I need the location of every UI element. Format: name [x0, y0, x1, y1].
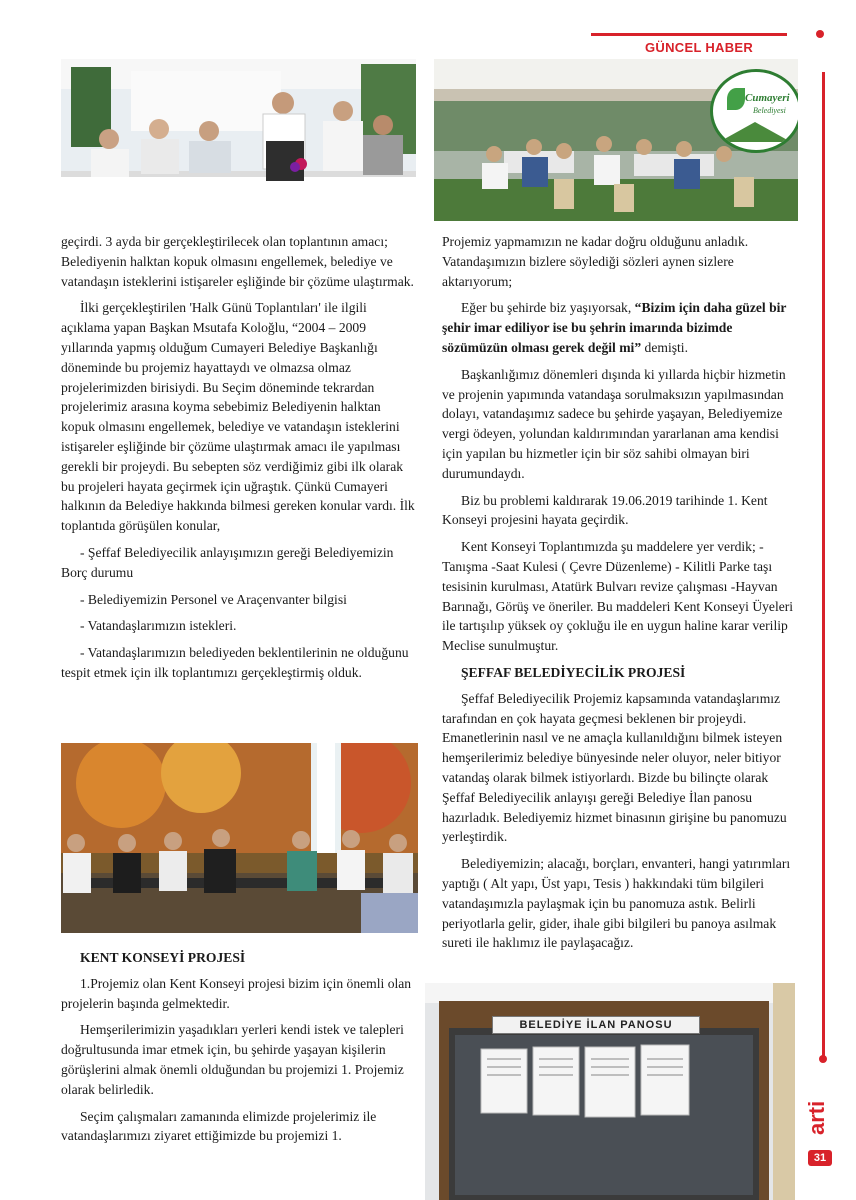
quote-paragraph [442, 298, 798, 357]
logo-text: Cumayeri [745, 92, 790, 104]
quote-lead: Eğer bu şehirde biz yaşıyorsak, [461, 300, 635, 316]
logo-subtext: Belediyesi [753, 106, 786, 115]
council-photo [61, 743, 418, 933]
section-heading: ŞEFFAF BELEDİYECİLİK PROJESİ [461, 664, 686, 680]
list-item: - Vatandaşlarımızın belediyeden beklentilerinin ne olduğunu tespit etmek için ilk toplantımızı gerçekleştirmiş olduk. [61, 645, 409, 680]
list-item: - Şeffaf Belediyecilik anlayışımızın gereği Belediyemizin Borç durumu [61, 544, 394, 580]
page-number: 31 [808, 1150, 832, 1166]
paragraph: Hemşerilerimizin yaşadıkları yerleri kendi istek ve talepleri doğrultusunda imar etmek için, bu şehirde yaşayan kişilerin görüşlerini almak önemli olduğundan bu projemizi 1. Projemiz olarak belirledik. [61, 1022, 404, 1097]
paragraph: Seçim çalışmaları zamanında elimizde projelerimiz ile vatandaşlarımızı ziyaret ettiğimizde bu projemizi 1. [61, 1108, 377, 1144]
side-logo: arti [804, 1100, 829, 1135]
list-item: - Belediyemizin Personel ve Araçenvanter bilgisi [80, 591, 347, 607]
paragraph: Belediyemizin; alacağı, borçları, envanteri, hangi yatırımları yaptığı ( Alt yapı, Üst yapı, Tesis ) hakkındaki tüm bilgileri vatandaşımızla paylaşmak için bu panomuza astık. Belirli periyotlarla gelir, gider, ihale gibi bilgileri bu panoya asılmak sureti ile haklımız ile paylaşacağız. [442, 856, 791, 951]
paragraph: Kent Konseyi Toplantımızda şu maddelere yer verdik; -Tanışma -Saat Kulesi ( Çevre Düzenleme) - Kilitli Parke taşı tesisinin kurulması, Atatürk Bulvarı revize çalışması -Hayvan Barınağı, Görüş ve öneriler. Bu maddeleri Kent Konseyi Üyeleri ile tartışılıp yüksek oy çokluğu ile en uygun haline karar verilip Meclise sunulmuştur. [442, 539, 794, 654]
left-column-top [61, 232, 417, 690]
outdoor-meeting-photo [434, 59, 798, 221]
left-column-bottom [61, 944, 417, 1153]
notice-board-title: BELEDİYE İLAN PANOSU [492, 1016, 700, 1034]
section-label: GÜNCEL HABER [645, 40, 754, 55]
paragraph: Projemiz yapmamızın ne kadar doğru olduğunu anladık. Vatandaşımızın bizlere söylediği sözleri aynen sizlere aktarıyorum; [442, 234, 749, 289]
paragraph: Biz bu problemi kaldırarak 19.06.2019 tarihinde 1. Kent Konseyi projesini hayata geçirdik. [442, 492, 768, 528]
paragraph: geçirdi. 3 ayda bir gerçekleştirilecek olan toplantının amacı; Belediyenin halktan kopuk olmasını engellemek, belediye ve vatandaşın isteklerini istişareler eşliğinde bir çözüme ulaştırmak. [61, 234, 414, 289]
leaf-icon [727, 88, 745, 110]
side-rule [822, 72, 825, 1057]
header-dot [816, 30, 824, 38]
quote-tail: demişti. [641, 339, 688, 355]
list-item: - Vatandaşlarımızın istekleri. [80, 618, 237, 634]
section-heading: KENT KONSEYİ PROJESİ [80, 950, 246, 965]
meeting-photo [61, 59, 416, 221]
quote-bold: “Bizim için daha güzel bir şehir imar ediliyor ise bu şehrin imarında bizimde sözümüzün olması gerek değil mi” [442, 300, 787, 355]
paragraph: İlki gerçekleştirilen 'Halk Günü Toplantıları' ile ilgili açıklama yapan Başkan Msutafa Koloğlu, “2004 – 2009 yıllarında yapmış olduğum Cumayeri Belediye Başkanlığı döneminde bu projemiz hayattaydı ve olmazsa olmaz projelerimizden birisiydi. Bu Seçim döneminde tekrardan projelerimiz arasına koyma sebebimiz Belediyenin halktan kopuk olmasını engellemek, belediye ve vatandaşın isteklerini istişareler eşliğinde bir çözüme ulaştırmak amacı ile yapılması gerekli bir projeydi. Bu sebepten söz verdiğimiz gibi ilk olarak bu projeleri hayata geçirmek için uğraştık. Çünkü Cumayeri halkının da Belediye hakkında bilmesi gereken konular vardı. İlk toplantıda görüşülen konular, [61, 300, 415, 534]
cumayeri-logo [710, 69, 798, 153]
paragraph: Başkanlığımız dönemleri dışında ki yıllarda hiçbir hizmetin ve projenin yapımında vatandaşa sorulmaksızın yapılmasından dolayı, vatandaşımız sadece bu şehirde yaşayan, Belediyemize vergi ödeyen, yolundan kaldırımından yararlanan ama kendisi için yapılan bu hizmetler için bir söz sahibi olmayan biri durumundaydı. [442, 366, 786, 481]
header-rule [591, 33, 787, 36]
mountain-icon [719, 122, 791, 142]
paragraph: 1.Projemiz olan Kent Konseyi projesi bizim için önemli olan projelerin başında gelmektedir. [61, 975, 412, 1011]
paragraph: Şeffaf Belediyecilik Projemiz kapsamında vatandaşlarımız tarafından en çok hayata geçmesi beklenen bir projeydi. Emanetlerinin nasıl ve ne amaçla kullanıldığını bilmek isteyen hemşerilerimiz belediye bünyesinde neler oluyor, neler bitiyor vatandaş olarak bilmek istiyorlardı. Bizde bu bilinçte olarak Şeffaf Belediyecilik anlayışı gereği Belediye İlan panosu hazırladık. Belediyemiz hizmet binasının girişine bu panomuzu yerleştirdik. [442, 690, 787, 845]
notice-board-photo [425, 983, 795, 1200]
side-dot [819, 1055, 827, 1063]
right-column [442, 232, 798, 960]
